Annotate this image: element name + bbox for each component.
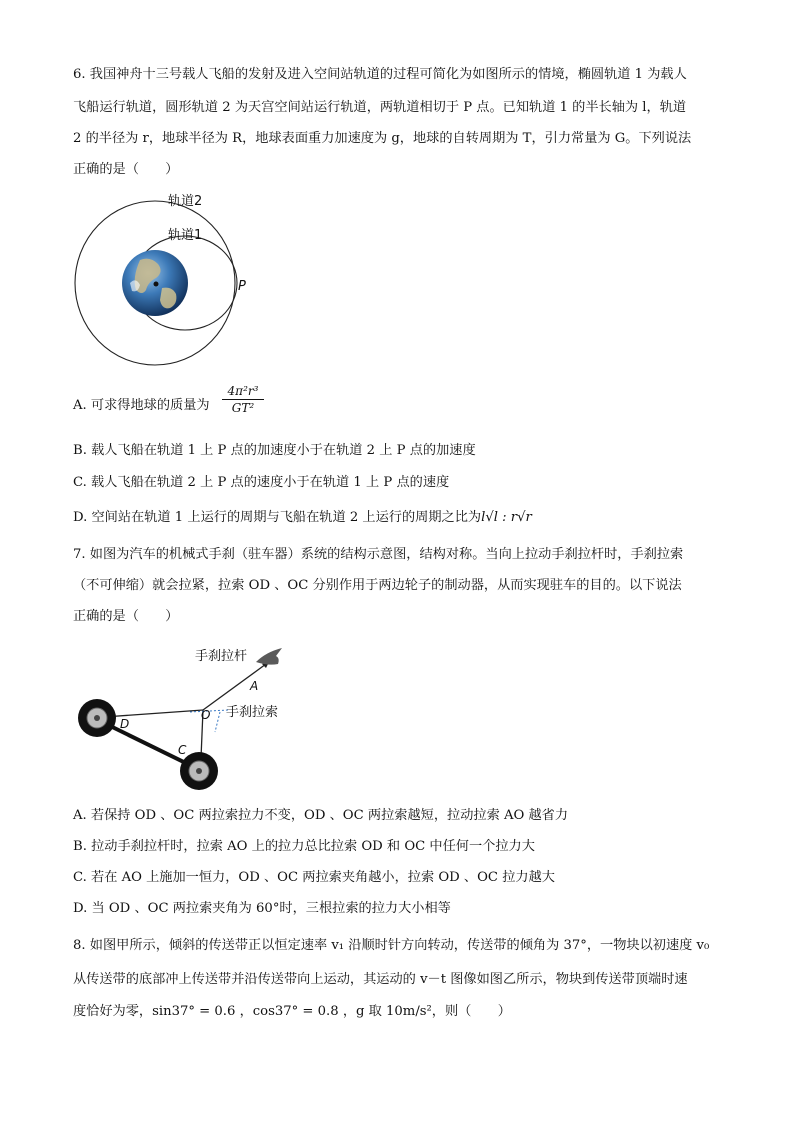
- cable-label: 手刹拉索: [226, 705, 279, 720]
- wheel-right-icon: [180, 752, 218, 790]
- point-d-label: D: [120, 717, 130, 731]
- handbrake-lever-icon: [256, 648, 282, 665]
- q6-option-d-ratio: l√l : r√r: [481, 510, 532, 525]
- q7-option-a: A. 若保持 OD 、OC 两拉索拉力不变，OD 、OC 两拉索越短，拉动拉索 AO 越省力: [73, 808, 569, 823]
- cable-od: [104, 710, 203, 717]
- fraction-denominator: GT²: [231, 401, 255, 415]
- dashed-line-vertical: [215, 712, 220, 732]
- orbit-2-label: 轨道2: [168, 194, 203, 209]
- q7-stem-line-2: （不可伸缩）就会拉紧，拉索 OD 、OC 分别作用于两边轮子的制动器，从而实现驻车的目的。以下说法: [73, 578, 682, 593]
- q6-option-a-text: A. 可求得地球的质量为: [73, 398, 210, 413]
- q8-stem-line-2: 从传送带的底部冲上传送带并沿传送带向上运动，其运动的 v－t 图像如图乙所示，物块到传送带顶端时速: [73, 972, 688, 987]
- point-o-label: O: [201, 708, 211, 722]
- lever-label: 手刹拉杆: [195, 649, 248, 664]
- q6-option-d: [73, 509, 532, 527]
- q7-option-d: D. 当 OD 、OC 两拉索夹角为 60°时，三根拉索的拉力大小相等: [73, 901, 451, 916]
- q8-stem-line-1: 8. 如图甲所示，倾斜的传送带正以恒定速率 v₁ 沿顺时针方向转动，传送带的倾角为 37°，一物块以初速度 v₀: [73, 938, 710, 953]
- earth-image: [122, 250, 188, 316]
- q7-option-c: C. 若在 AO 上施加一恒力，OD 、OC 两拉索夹角越小，拉索 OD 、OC 拉力越大: [73, 870, 555, 885]
- q7-stem-line-1: 7. 如图为汽车的机械式手刹（驻车器）系统的结构示意图，结构对称。当向上拉动手刹拉杆时，手刹拉索: [73, 547, 684, 562]
- q6-orbit-figure: [70, 188, 260, 373]
- q6-stem-line-1: 6. 我国神舟十三号载人飞船的发射及进入空间站轨道的过程可简化为如图所示的情境，椭圆轨道 1 为载人: [73, 67, 687, 82]
- q6-option-a: [73, 397, 210, 415]
- point-c-label: C: [178, 743, 187, 757]
- fraction-numerator: 4π²r³: [227, 384, 259, 398]
- q6-option-c: C. 载人飞船在轨道 2 上 P 点的速度小于在轨道 1 上 P 点的速度: [73, 475, 450, 490]
- orbit-1-label: 轨道1: [168, 228, 203, 243]
- q6-option-a-fraction: [222, 384, 264, 415]
- fraction-bar: [222, 399, 264, 400]
- point-a-label: A: [250, 679, 259, 693]
- q7-stem-line-3: 正确的是（ ）: [73, 609, 179, 624]
- q7-handbrake-figure: [70, 638, 310, 790]
- q6-stem-line-3: 2 的半径为 r，地球半径为 R，地球表面重力加速度为 g，地球的自转周期为 T，引力常量为 G。下列说法: [73, 131, 692, 146]
- wheel-left-icon: [78, 699, 116, 737]
- q8-stem-line-3: 度恰好为零，sin37° = 0.6 ，cos37° = 0.8 ，g 取 10m/s²，则（ ）: [73, 1004, 511, 1019]
- q6-option-d-text: D. 空间站在轨道 1 上运行的周期与飞船在轨道 2 上运行的周期之比为: [73, 510, 482, 525]
- point-p-label: P: [238, 279, 246, 294]
- q6-stem-line-4: 正确的是（ ）: [73, 162, 179, 177]
- q6-stem-line-2: 飞船运行轨道，圆形轨道 2 为天宫空间站运行轨道，两轨道相切于 P 点。已知轨道 1 的半长轴为 l，轨道: [73, 100, 687, 115]
- q6-option-b: B. 载人飞船在轨道 1 上 P 点的加速度小于在轨道 2 上 P 点的加速度: [73, 443, 476, 458]
- q7-option-b: B. 拉动手刹拉杆时，拉索 AO 上的拉力总比拉索 OD 和 OC 中任何一个拉力大: [73, 839, 535, 854]
